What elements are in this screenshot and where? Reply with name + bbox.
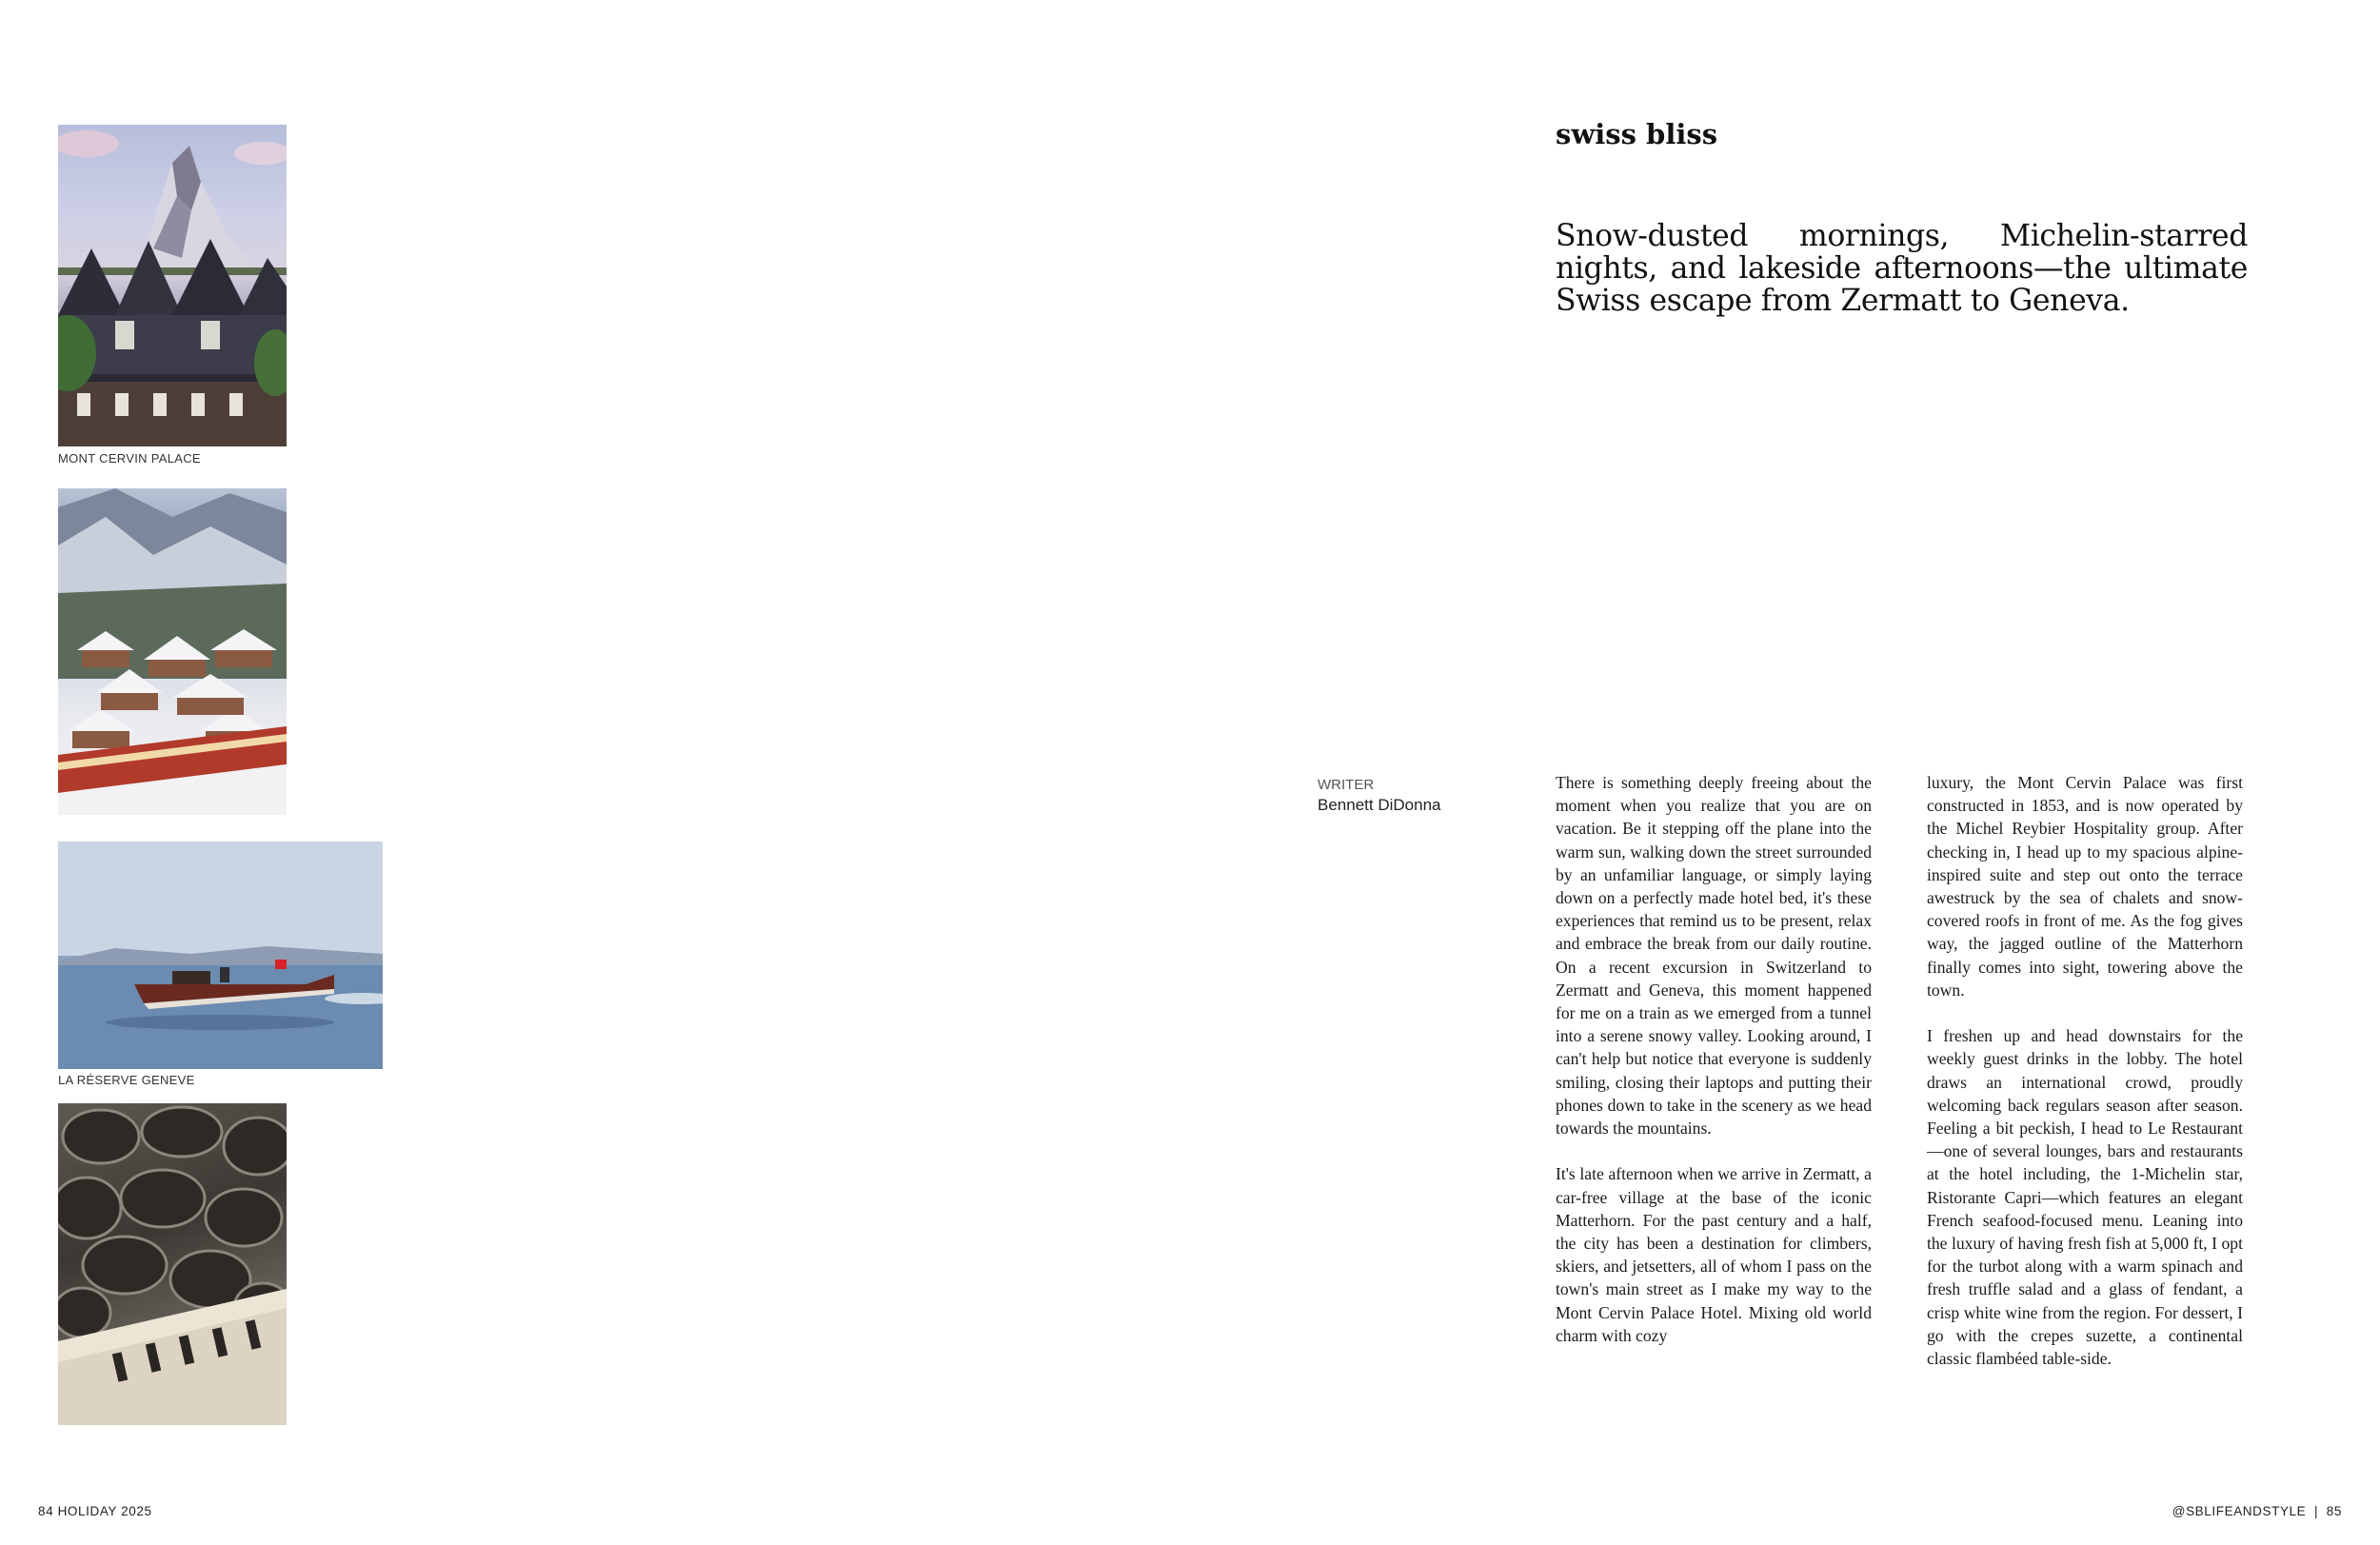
speedboat-illustration	[58, 842, 383, 1069]
article-kicker: swiss bliss	[1556, 118, 1718, 150]
la-reserve-photo	[58, 842, 383, 1069]
oysters-photo	[58, 1103, 287, 1425]
folio-left: 84 HOLIDAY 2025	[38, 1504, 152, 1518]
snowy-village-illustration	[58, 488, 287, 815]
matterhorn-illustration	[58, 125, 287, 446]
article-paragraph: I freshen up and head downstairs for the weekly guest drinks in the lobby. The hotel draws an international crowd, proudly welcoming back regulars season after season. Feeling a bit peckish, I head to Le Restaurant—one of several lounges, bars and restaurants at the hotel including, the 1-Michelin star, Ristorante Capri—which features an elegant French seafood-focused menu. Leaning into the luxury of having fresh fish at 5,000 ft, I opt for the turbot along with a warm spinach and fresh truffle salad and a glass of fendant, a crisp white wine from the region. For dessert, I go with the crepes suzette, a continental classic flambéed table-side.	[1927, 1026, 2243, 1369]
writer-name: Bennett DiDonna	[1318, 796, 1441, 814]
article-column-1	[1556, 771, 1872, 1370]
oysters-illustration	[58, 1103, 287, 1425]
writer-label: WRITER	[1318, 777, 1375, 793]
zermatt-village-photo	[58, 488, 287, 815]
mont-cervin-caption: MONT CERVIN PALACE	[58, 451, 201, 465]
mont-cervin-photo	[58, 125, 287, 446]
article-paragraph: luxury, the Mont Cervin Palace was first constructed in 1853, and is now operated by the Michel Reybier Hospitality group. After checking in, I head up to my spacious alpine-inspired suite and step out onto the terrace awestruck by the sea of chalets and snow-covered roofs in front of me. As the fog gives way, the jagged outline of the Matterhorn finally comes into sight, towering above the town.	[1927, 773, 2243, 1000]
article-paragraph: It's late afternoon when we arrive in Zermatt, a car-free village at the base of the iconic Matterhorn. For the past century and a half, the city has been a destination for climbers, skiers, and jetsetters, all of whom I pass on the town's main street as I make my way to the Mont Cervin Palace Hotel. Mixing old world charm with cozy	[1556, 1164, 1872, 1345]
article-column-2	[1927, 771, 2243, 1393]
article-headline: Snow-dusted mornings, Michelin-starred nights, and lakeside afternoons—the ultimate Swiss escape from Zermatt to Geneva.	[1556, 219, 2248, 318]
la-reserve-caption: LA RÉSERVE GENEVE	[58, 1073, 195, 1087]
folio-right: @SBLIFEANDSTYLE | 85	[2172, 1504, 2342, 1518]
article-paragraph: There is something deeply freeing about the moment when you realize that you are on vacation. Be it stepping off the plane into the warm sun, walking down the street surrounded by an unfamiliar language, or simply laying down on a perfectly made hotel bed, it's these experiences that remind us to be present, relax and embrace the break from our daily routine. On a recent excursion in Switzerland to Zermatt and Geneva, this moment happened for me on a train as we emerged from a tunnel into a serene snowy valley. Looking around, I can't help but notice that everyone is suddenly smiling, closing their laptops and putting their phones down to take in the scenery as we head towards the mountains.	[1556, 773, 1872, 1139]
